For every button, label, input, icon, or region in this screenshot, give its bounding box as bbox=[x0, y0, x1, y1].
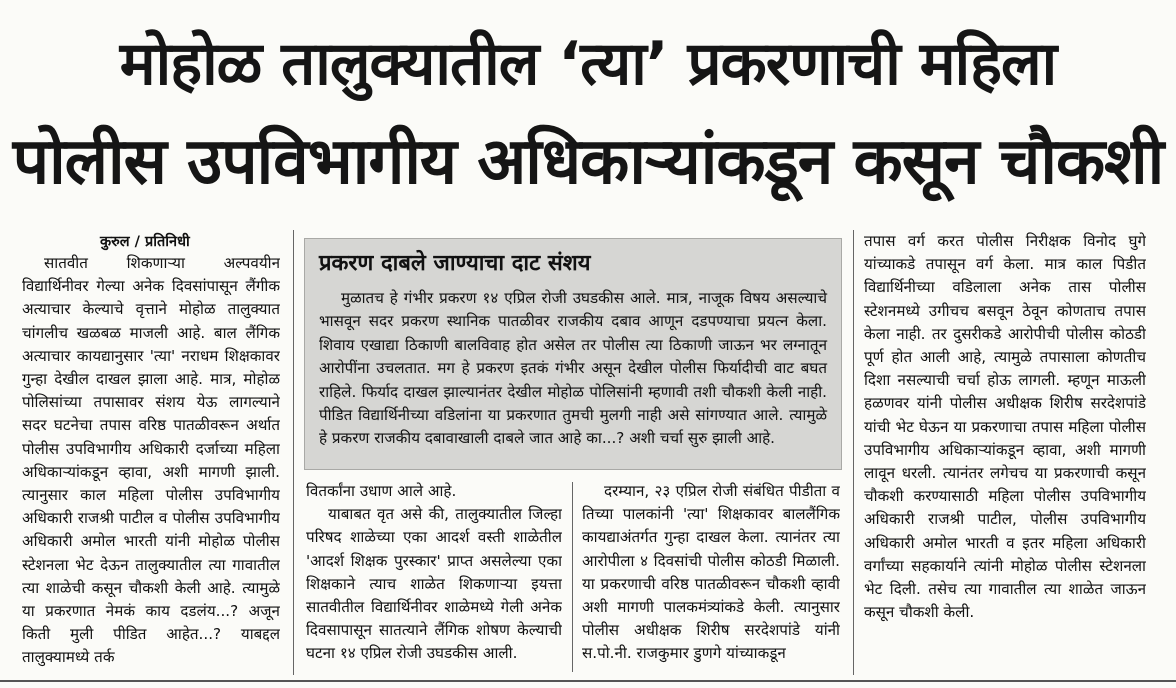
column-3-paragraph: दरम्यान, २३ एप्रिल रोजी संबंधित पीडीता व तिच्या पालकांनी 'त्या' शिक्षकावर बाललैंगिक कायद्याअंतर्गत गुन्हा दाखल केला. त्यानंतर त्या आरोपीला ४ दिवसांची पोलीस कोठडी मिळाली. या प्रकरणाची वरिष्ठ पातळीवरून चौकशी व्हावी अशी मागणी पालकमंत्र्यांकडे केली. त्यानुसार पोलीस अधीक्षक शिरीष सरदेशपांडे यांनी स.पो.नी. राजकुमार डुणगे यांच्याकडून bbox=[582, 482, 840, 663]
headline-line-1: मोहोळ तालुक्यातील ‘त्या’ प्रकरणाची महिला bbox=[119, 29, 1057, 99]
article-column-2 bbox=[306, 480, 562, 672]
column-1-paragraph: सातवीत शिकणाऱ्या अल्पवयीन विद्यार्थिनीवर गेल्या अनेक दिवसांपासून लैंगीक अत्याचार केल्याचे वृत्ताने मोहोळ तालुक्यात चांगलीच खळबळ माजली आहे. बाल लैंगिक अत्याचार कायद्यानुसार 'त्या' नराधम शिक्षकावर गुन्हा देखील दाखल झाला आहे. मात्र, मोहोळ पोलिसांच्या तपासावर संशय येऊ लागल्याने सदर घटनेचा तपास वरिष्ठ पातळीवरून अर्थात पोलीस उपविभागीय अधिकारी दर्जाच्या महिला अधिकाऱ्यांकडून व्हावा, अशी मागणी झाली. त्यानुसार काल महिला पोलीस उपविभागीय अधिकारी राजश्री पाटील व पोलीस उपविभागीय अधिकारी अमोल भारती यांनी मोहोळ पोलीस स्टेशनला भेट देऊन तालुक्यातील त्या गावातील त्या शाळेची कसून चौकशी केली आहे. त्यामुळे या प्रकरणात नेमकं काय दडलंय...? अजून किती मुली पीडित आहेत...? याबद्दल तालुक्यामध्ये तर्क bbox=[22, 254, 280, 667]
column-2-paragraph-1: वितर्कांना उधाण आले आहे. bbox=[306, 482, 457, 500]
article-column-1 bbox=[22, 252, 280, 672]
byline: कुरुल / प्रतिनिधी bbox=[100, 234, 190, 250]
article-column-3 bbox=[582, 480, 840, 672]
sidebar-box bbox=[304, 238, 842, 470]
headline-line-2: पोलीस उपविभागीय अधिकाऱ्यांकडून कसून चौकशी bbox=[12, 125, 1164, 199]
article-column-4 bbox=[864, 230, 1146, 672]
sidebar-box-title: प्रकरण दाबले जाण्याचा दाट संशय bbox=[319, 251, 591, 276]
column-divider bbox=[853, 230, 854, 675]
sidebar-box-text: मुळातच हे गंभीर प्रकरण १४ एप्रिल रोजी उघडकीस आले. मात्र, नाजूक विषय असल्याचे भासवून सदर प्रकरण स्थानिक पातळीवर राजकीय दबाव आणून दडपण्याचा प्रयत्न केला. शिवाय एखाद्या ठिकाणी बालविवाह होत असेल तर पोलीस त्या ठिकाणी जाऊन भर लग्नातून आरोपींना उचलतात. मग हे प्रकरण इतकं गंभीर असून देखील पोलीस फिर्यादीची वाट बघत राहिले. फिर्याद दाखल झाल्यानंतर देखील मोहोळ पोलिसांनी म्हणावी तशी चौकशी केली नाही. पीडित विद्यार्थिनीच्या वडिलांना या प्रकरणात तुमची मुलगी नाही असे सांगण्यात आले. त्यामुळे हे प्रकरण राजकीय दबावाखाली दाबले जात आहे का...? अशी चर्चा सुरु झाली आहे. bbox=[319, 289, 827, 448]
column-4-paragraph: तपास वर्ग करत पोलीस निरीक्षक विनोद घुगे यांच्याकडे तपासून वर्ग केला. मात्र काल पिडीत विद्यार्थिनीच्या वडिलाला अनेक तास पोलीस स्टेशनमध्ये उगीचच बसवून ठेवून कोणताच तपास केला नाही. तर दुसरीकडे आरोपीची पोलीस कोठडी पूर्ण होत आली आहे, त्यामुळे तपासाला कोणतीच दिशा नसल्याची चर्चा होऊ लागली. म्हणून माऊली हळणवर यांनी पोलीस अधीक्षक शिरीष सरदेशपांडे यांची भेट घेऊन या प्रकरणाचा तपास महिला पोलीस उपविभागीय अधिकाऱ्यांकडून व्हावा, अशी मागणी लावून धरली. त्यानंतर लगेचच या प्रकरणाची कसून चौकशी करण्यासाठी महिला पोलीस उपविभागीय अधिकारी राजश्री पाटील, पोलीस उपविभागीय अधिकारी अमोल भारती व इतर महिला अधिकारी वर्गांच्या सहकार्याने त्यांनी मोहोळ पोलीस स्टेशनला भेट दिली. तसेच त्या गावातील त्या शाळेत जाऊन कसून चौकशी केली. bbox=[864, 232, 1146, 622]
column-2-paragraph-2: याबाबत वृत असे की, तालुक्यातील जिल्हा परिषद शाळेच्या एका आदर्श वस्ती शाळेतील 'आदर्श शिक्षक पुरस्कार' प्राप्त असलेल्या एका शिक्षकाने त्याच शाळेत शिकणाऱ्या इयत्ता सातवीतील विद्यार्थिनीवर शाळेमध्ये गेली अनेक दिवसापासून सातत्याने लैंगिक शोषण केल्याची घटना १४ एप्रिल रोजी उघडकीस आली. bbox=[306, 505, 562, 663]
column-divider bbox=[572, 482, 573, 672]
bottom-rule bbox=[0, 680, 1176, 682]
column-divider bbox=[293, 230, 294, 675]
